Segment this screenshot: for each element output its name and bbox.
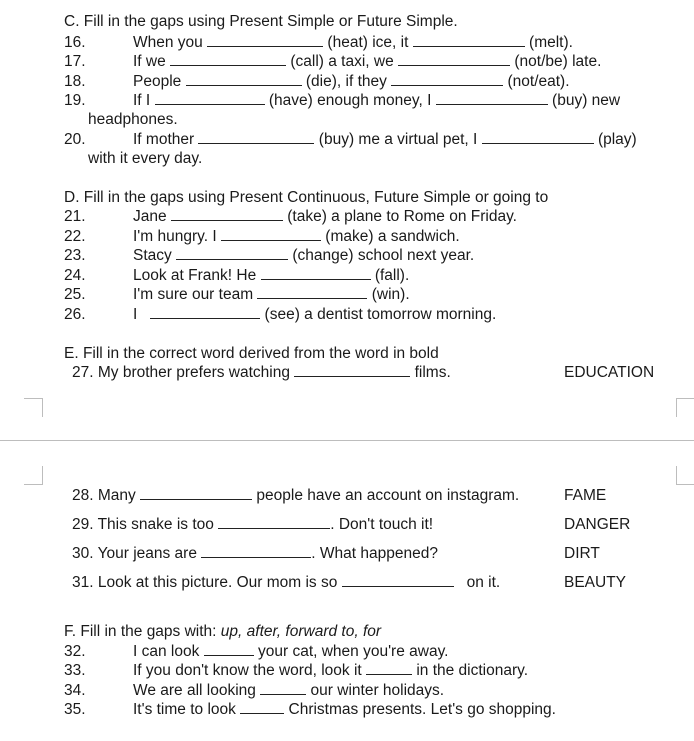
crop-mark bbox=[24, 466, 43, 485]
section-f-label: F. Fill in the gaps with: bbox=[64, 623, 217, 640]
item-text: 28. Many bbox=[72, 487, 136, 504]
exercise-item bbox=[72, 515, 433, 534]
item-text: If we bbox=[133, 53, 166, 70]
item-continuation: with it every day. bbox=[88, 150, 203, 167]
section-f-heading bbox=[64, 622, 381, 641]
item-text: 29. This snake is too bbox=[72, 516, 214, 533]
item-number: 24. bbox=[64, 267, 86, 284]
item-text: People bbox=[133, 73, 182, 90]
item-number: 34. bbox=[64, 682, 86, 699]
item-number: 16. bbox=[64, 34, 86, 51]
item-text: (buy) me a virtual pet, I bbox=[318, 131, 478, 148]
page-divider bbox=[0, 440, 694, 441]
item-text: (not/be) late. bbox=[514, 53, 602, 70]
item-number: 20. bbox=[64, 131, 86, 148]
answer-blank[interactable] bbox=[186, 72, 302, 86]
answer-blank[interactable] bbox=[391, 72, 503, 86]
item-number: 26. bbox=[64, 306, 86, 323]
item-number: 25. bbox=[64, 286, 86, 303]
item-text: Christmas presents. Let's go shopping. bbox=[288, 701, 556, 718]
item-text: your cat, when you're away. bbox=[257, 643, 449, 660]
item-text: on it. bbox=[466, 574, 501, 591]
section-f-word-bank: up, after, forward to, for bbox=[220, 623, 382, 640]
base-word: FAME bbox=[564, 487, 607, 504]
item-number: 22. bbox=[64, 228, 86, 245]
item-text: (fall). bbox=[374, 267, 410, 284]
answer-blank[interactable] bbox=[260, 681, 306, 695]
section-c-heading: C. Fill in the gaps using Present Simple or Future Simple. bbox=[64, 13, 458, 30]
item-text: (have) enough money, I bbox=[268, 92, 432, 109]
item-text: (melt). bbox=[529, 34, 573, 51]
answer-blank[interactable] bbox=[257, 285, 367, 299]
answer-blank[interactable] bbox=[240, 700, 284, 714]
answer-blank[interactable] bbox=[204, 642, 254, 656]
section-d-heading: D. Fill in the gaps using Present Continuous, Future Simple or going to bbox=[64, 189, 549, 206]
item-text: We are all looking bbox=[133, 682, 256, 699]
answer-blank[interactable] bbox=[198, 130, 314, 144]
answer-blank[interactable] bbox=[171, 207, 283, 221]
item-text: Jane bbox=[133, 208, 167, 225]
item-text: (not/eat). bbox=[507, 73, 570, 90]
base-word: DIRT bbox=[564, 545, 600, 562]
answer-blank[interactable] bbox=[342, 573, 454, 587]
base-word: BEAUTY bbox=[564, 574, 627, 591]
item-text: 31. Look at this picture. Our mom is so bbox=[72, 574, 338, 591]
item-text: (take) a plane to Rome on Friday. bbox=[287, 208, 517, 225]
answer-blank[interactable] bbox=[294, 363, 410, 377]
item-number: 21. bbox=[64, 208, 86, 225]
answer-blank[interactable] bbox=[170, 52, 286, 66]
item-number: 19. bbox=[64, 92, 86, 109]
item-text: I'm sure our team bbox=[133, 286, 254, 303]
item-text: When you bbox=[133, 34, 203, 51]
answer-blank[interactable] bbox=[140, 486, 252, 500]
item-text: If you don't know the word, look it bbox=[133, 662, 362, 679]
item-text: If I bbox=[133, 92, 151, 109]
answer-blank[interactable] bbox=[201, 544, 311, 558]
answer-blank[interactable] bbox=[398, 52, 510, 66]
item-text: (die), if they bbox=[305, 73, 387, 90]
base-word: EDUCATION bbox=[564, 364, 655, 381]
item-number: 18. bbox=[64, 73, 86, 90]
item-text: (see) a dentist tomorrow morning. bbox=[264, 306, 497, 323]
item-text: . Don't touch it! bbox=[330, 516, 434, 533]
answer-blank[interactable] bbox=[436, 91, 548, 105]
item-text: Look at Frank! He bbox=[133, 267, 257, 284]
item-text: (heat) ice, it bbox=[327, 34, 409, 51]
crop-mark bbox=[24, 398, 43, 417]
item-text: (play) bbox=[597, 131, 637, 148]
item-text: (make) a sandwich. bbox=[325, 228, 460, 245]
crop-mark bbox=[676, 398, 694, 417]
base-word: DANGER bbox=[564, 516, 631, 533]
item-text: (change) school next year. bbox=[292, 247, 475, 264]
exercise-item bbox=[72, 363, 451, 382]
exercise-item bbox=[72, 486, 519, 505]
item-text: our winter holidays. bbox=[310, 682, 445, 699]
item-number: 23. bbox=[64, 247, 86, 264]
item-number: 17. bbox=[64, 53, 86, 70]
answer-blank[interactable] bbox=[218, 515, 330, 529]
answer-blank[interactable] bbox=[261, 266, 371, 280]
item-text: . What happened? bbox=[311, 545, 438, 562]
answer-blank[interactable] bbox=[176, 246, 288, 260]
answer-blank[interactable] bbox=[413, 33, 525, 47]
section-e-heading: E. Fill in the correct word derived from the word in bold bbox=[64, 345, 439, 362]
item-text: 27. My brother prefers watching bbox=[72, 364, 290, 381]
item-number: 33. bbox=[64, 662, 86, 679]
item-text: I can look bbox=[133, 643, 200, 660]
answer-blank[interactable] bbox=[221, 227, 321, 241]
item-text: (win). bbox=[371, 286, 410, 303]
item-text: people have an account on instagram. bbox=[256, 487, 520, 504]
answer-blank[interactable] bbox=[155, 91, 265, 105]
item-text: I'm hungry. I bbox=[133, 228, 217, 245]
answer-blank[interactable] bbox=[207, 33, 323, 47]
item-text: (buy) new bbox=[552, 92, 621, 109]
answer-blank[interactable] bbox=[150, 305, 260, 319]
item-text: It's time to look bbox=[133, 701, 236, 718]
exercise-item bbox=[72, 573, 500, 592]
item-text: If mother bbox=[133, 131, 195, 148]
answer-blank[interactable] bbox=[366, 661, 412, 675]
item-text: Stacy bbox=[133, 247, 172, 264]
item-text: in the dictionary. bbox=[416, 662, 529, 679]
item-text: I bbox=[133, 306, 138, 323]
item-continuation: headphones. bbox=[88, 111, 178, 128]
item-text: 30. Your jeans are bbox=[72, 545, 197, 562]
item-text: (call) a taxi, we bbox=[290, 53, 394, 70]
item-text: films. bbox=[414, 364, 451, 381]
exercise-item bbox=[72, 544, 438, 563]
item-number: 35. bbox=[64, 701, 86, 718]
item-number: 32. bbox=[64, 643, 86, 660]
answer-blank[interactable] bbox=[482, 130, 594, 144]
crop-mark bbox=[676, 466, 694, 485]
